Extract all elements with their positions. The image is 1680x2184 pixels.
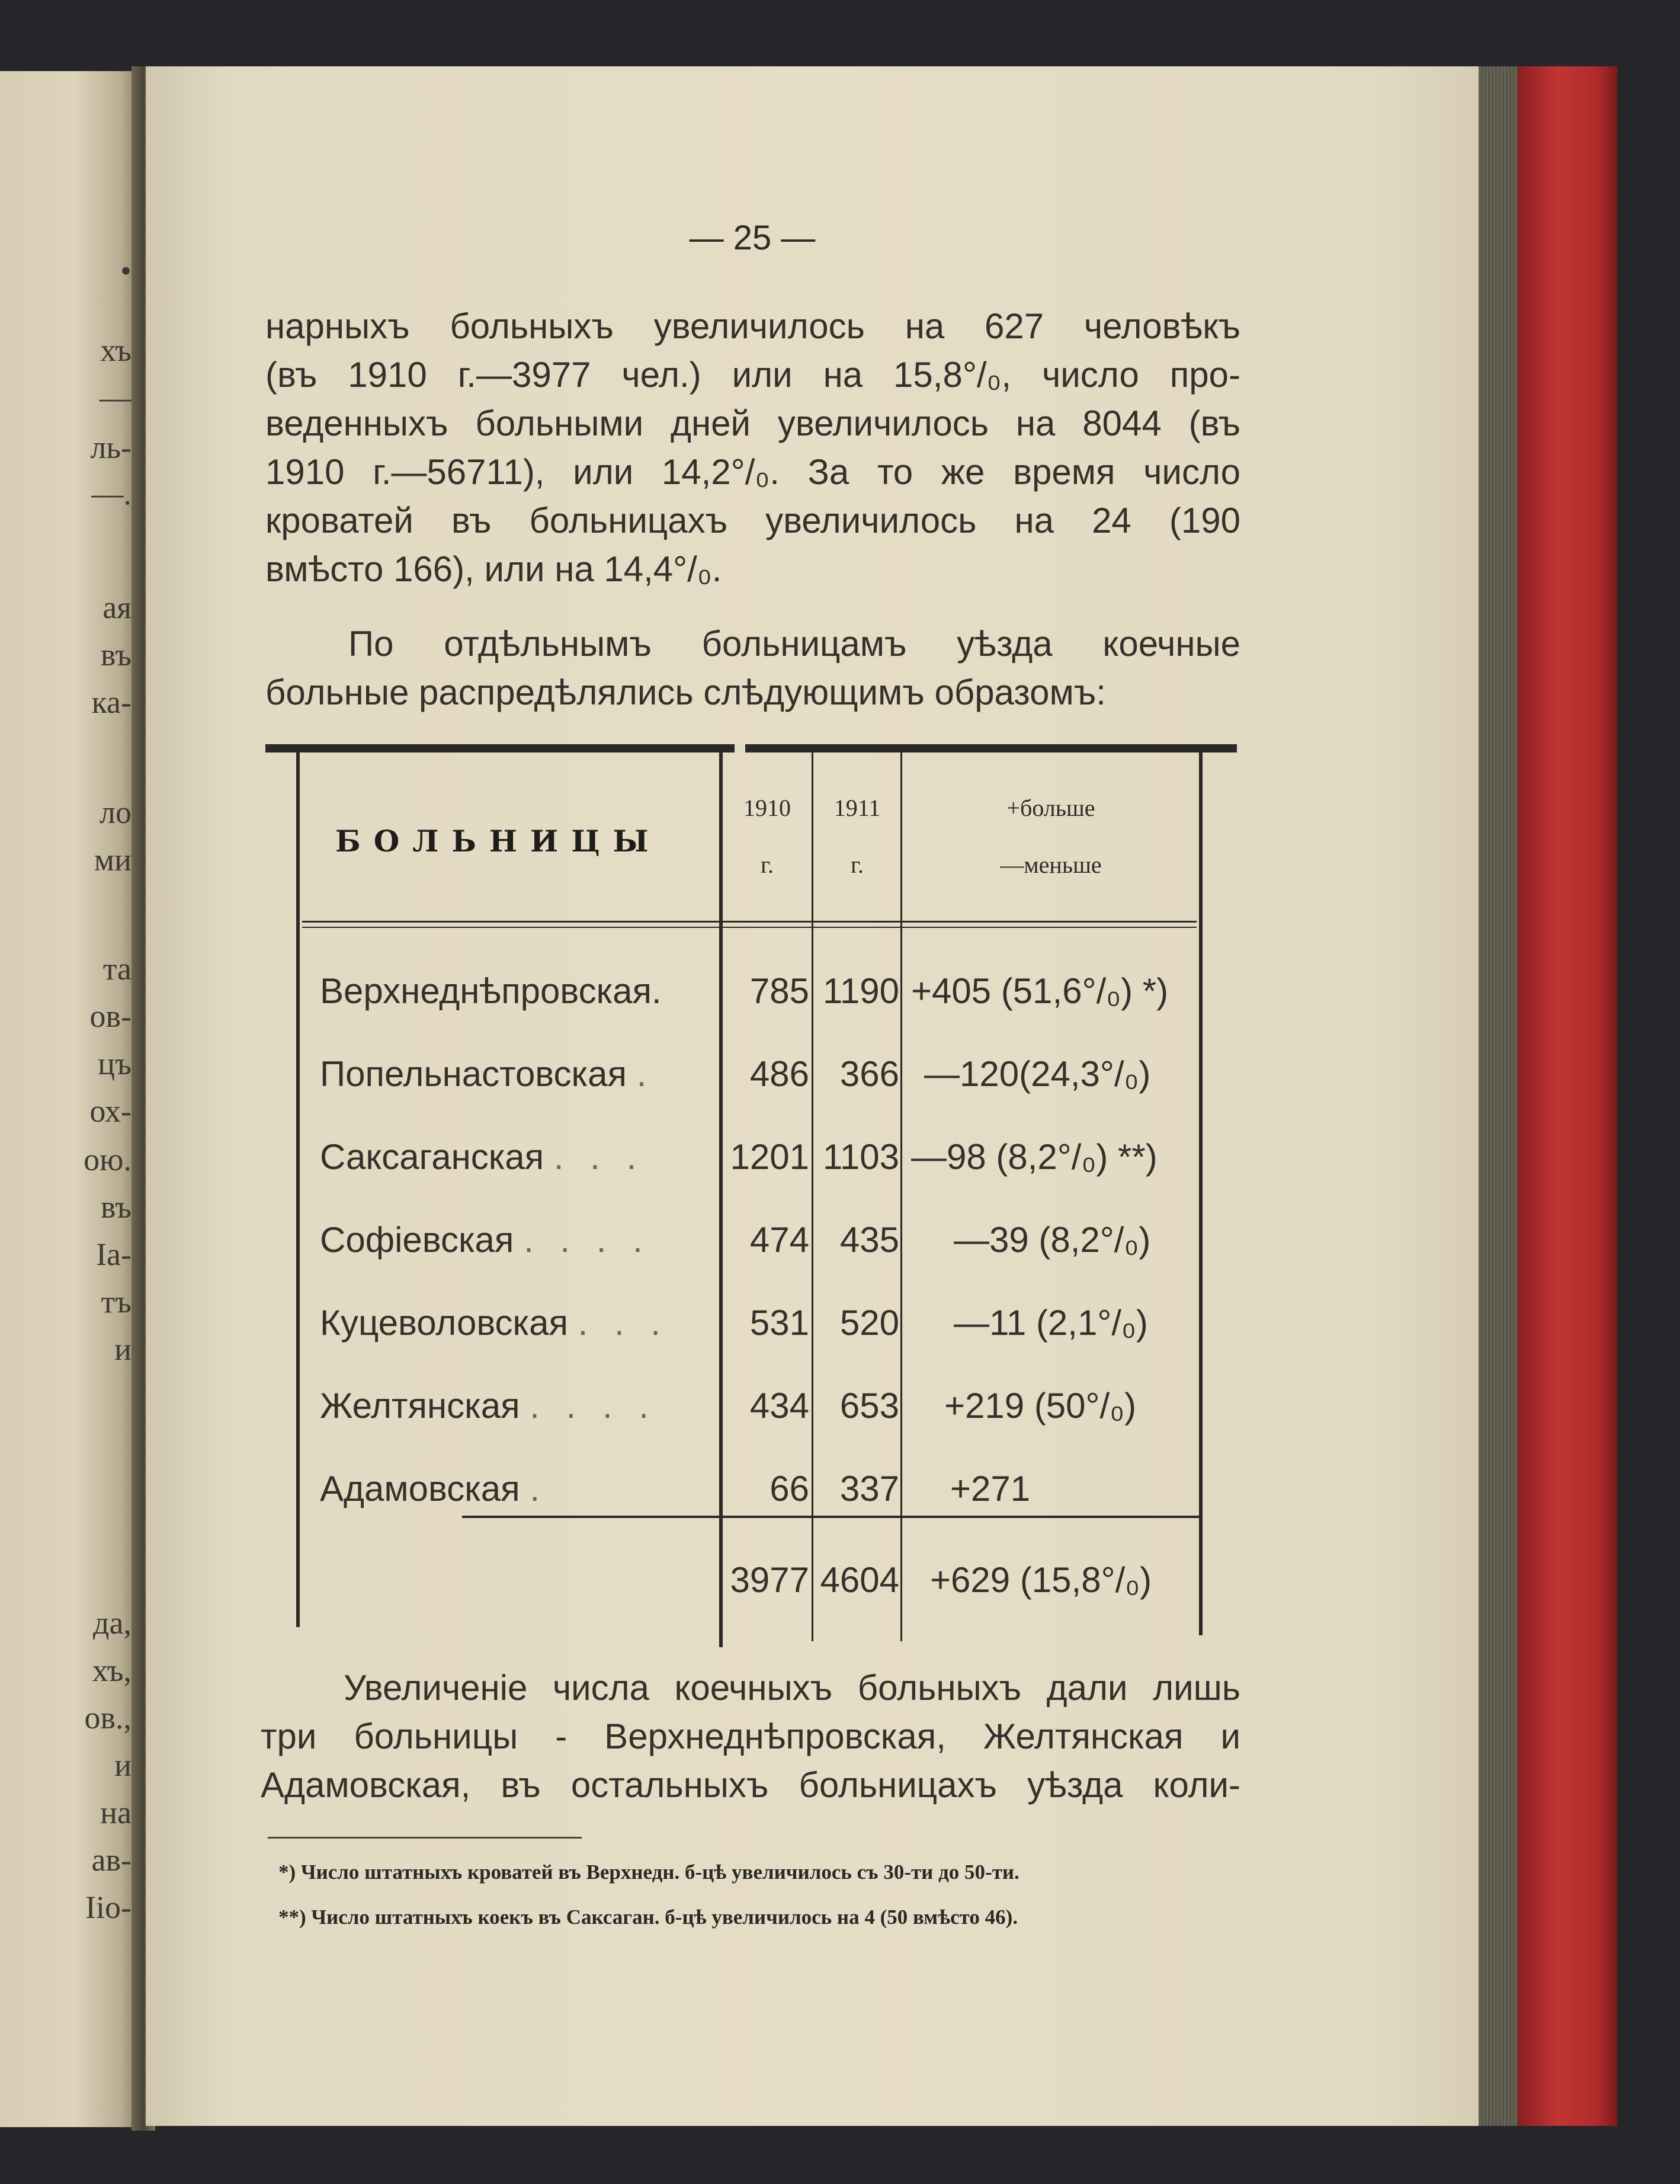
table-cell-1911: 337 [839,1469,899,1509]
left-page-line: хъ [100,332,132,368]
left-page-line: въ [100,1189,132,1225]
left-page-line: ло [100,795,132,830]
header-hospitals: БОЛЬНИЦЫ [335,824,662,859]
left-page-line: ка- [91,684,132,720]
text-line: По отдѣльнымъ больницамъ уѣзда коечные [348,624,1240,664]
left-page-line: Ia- [96,1237,132,1272]
left-page-line: и [114,1331,132,1367]
text-line: три больницы - Верхнеднѣпровская, Желтянская и [261,1717,1240,1756]
header-1911-unit: г. [851,851,864,878]
sum-rule [462,1516,1199,1518]
left-page-line: — [100,380,132,415]
paragraph-3 [261,1664,1240,1810]
table-cell-1911: 435 [839,1220,899,1260]
table-cell-diff: +405 (51,6°/₀) *) [911,971,1169,1011]
text-line: больные распредѣлялись слѣдующимъ образомъ: [265,673,1106,712]
table-cell-1911: 1190 [822,971,899,1011]
left-page-line: въ [100,637,132,673]
table-row-name: Софіевская . . . . [320,1220,651,1260]
left-page-line: на [100,1795,132,1830]
left-page-line: Iio- [85,1890,132,1925]
table-total-1911: 4604 [820,1560,899,1600]
table-right-border [1199,752,1203,1635]
table-row-name: Верхнеднѣпровская. [320,971,662,1011]
table-row-name: Адамовская . [320,1469,548,1509]
page-number: — 25 — [689,219,816,257]
table-cell-1910: 66 [770,1469,809,1509]
text-line: Адамовская, въ остальныхъ больницахъ уѣзда коли- [261,1765,1240,1805]
table-top-rule [265,744,1237,752]
table-cell-1910: 785 [749,971,809,1011]
header-1910-unit: г. [761,851,774,878]
header-diff-more: +больше [1006,795,1095,821]
page-block-edge [1479,66,1520,2126]
footnote-rule [268,1837,582,1839]
left-page-line: тъ [101,1284,132,1320]
table-cell-diff: +219 (50°/₀) [944,1386,1137,1426]
header-1911-year: 1911 [833,795,881,821]
left-page-line: —. [91,476,132,511]
header-rule [302,921,1197,923]
text-line: Увеличеніе числа коечныхъ больныхъ дали лишь [344,1668,1240,1708]
table-cell-1911: 1103 [822,1137,899,1177]
paragraph-2 [265,620,1240,717]
text-line: вмѣсто 166), или на 14,4°/₀. [265,549,722,589]
table-divider-1911 [900,752,902,1641]
table-cell-1910: 474 [749,1220,809,1260]
table-cell-1911: 520 [839,1303,899,1343]
text-line: (въ 1910 г.—3977 чел.) или на 15,8°/₀, число про- [265,355,1240,395]
header-diff-less: —меньше [1000,851,1102,878]
table-divider-1910 [812,752,813,1641]
left-facing-page [0,71,137,2127]
text-line: веденныхъ больными дней увеличилось на 8044 (въ [265,404,1240,443]
left-page-line: ми [94,842,132,878]
table-total-1910: 3977 [730,1560,809,1600]
left-page-line: ав- [91,1842,132,1878]
paragraph-1 [265,302,1240,594]
table-cell-diff: —98 (8,2°/₀) **) [911,1137,1158,1177]
left-page-line: хъ, [92,1653,132,1688]
table-cell-diff: —120(24,3°/₀) [924,1054,1151,1094]
table-cell-diff: —39 (8,2°/₀) [954,1220,1151,1260]
left-page-line: та [102,951,132,987]
table-cell-1910: 434 [749,1386,809,1426]
table-row-name: Саксаганская . . . [320,1137,645,1177]
footnote-2: **) Число штатныхъ коекъ въ Саксаган. б-цѣ увеличилось на 4 (50 вмѣсто 46). [278,1906,1018,1929]
left-page-line: цъ [98,1046,132,1081]
left-page-line: ль- [90,430,132,465]
table-total-diff: +629 (15,8°/₀) [930,1560,1152,1600]
left-page-line: ов., [84,1700,132,1735]
table-divider-name [719,752,723,1647]
footnote-1: *) Число штатныхъ кроватей въ Верхнедн. б-цѣ увеличилось съ 30-ти до 50-ти. [278,1860,1019,1884]
left-page-line: ох- [89,1093,132,1129]
text-line: кроватей въ больницахъ увеличилось на 24 (190 [265,501,1240,540]
left-page-line: ая [102,590,132,625]
text-line: 1910 г.—56711), или 14,2°/₀. За то же время число [265,452,1240,492]
table-cell-1911: 366 [839,1054,899,1094]
red-book-cover [1518,66,1617,2126]
table-row-name: Куцеволовская . . . [320,1303,669,1343]
table-cell-1911: 653 [839,1386,899,1426]
left-page-line: да, [93,1605,132,1641]
left-page-line: ою. [84,1142,132,1177]
text-line: нарныхъ больныхъ увеличилось на 627 человѣкъ [265,306,1240,346]
left-page-line: и [114,1747,132,1783]
table-row-name: Попельнастовская . [320,1054,655,1094]
table-cell-1910: 531 [749,1303,809,1343]
table-cell-diff: +271 [950,1469,1031,1509]
left-page-line: ов- [89,998,132,1034]
left-page-line: • [120,253,132,289]
table-cell-1910: 486 [749,1054,809,1094]
header-1910-year: 1910 [743,795,791,821]
table-left-border [296,752,300,1627]
table-top-rule-gap [735,743,745,754]
table-cell-diff: —11 (2,1°/₀) [954,1303,1148,1343]
table-cell-1910: 1201 [730,1137,809,1177]
header-rule [302,927,1197,928]
table-row-name: Желтянская . . . . [320,1386,657,1426]
